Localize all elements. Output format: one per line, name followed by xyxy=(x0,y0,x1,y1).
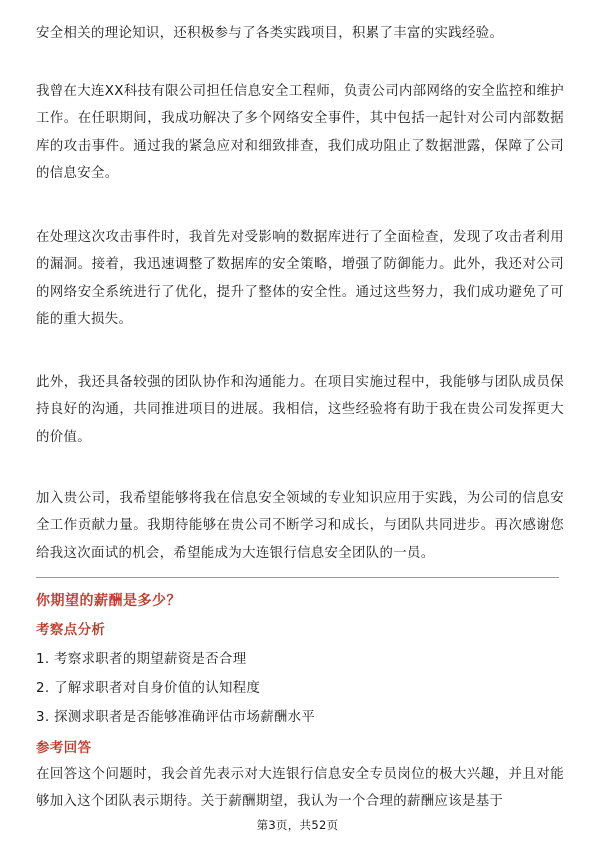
answer-heading: 参考回答 xyxy=(36,741,92,756)
question-title: 你期望的薪酬是多少？ xyxy=(36,593,181,609)
section-divider xyxy=(36,577,559,578)
body-paragraph-3: 在处理这次攻击事件时，我首先对受影响的数据库进行了全面检查，发现了攻击者利用的漏洞。接着，我迅速调整了数据库的安全策略，增强了防御能力。此外，我还对公司的网络安全系统进行了优化，提升了整体的安全性。通过这些努力，我们成功避免了可能的重大损失。 xyxy=(36,230,564,327)
analysis-list xyxy=(36,645,315,732)
answer-paragraph: 在回答这个问题时，我会首先表示对大连银行信息安全专员岗位的极大兴趣，并且对能够加入这个团队表示期待。关于薪酬期望，我认为一个合理的薪酬应该是基于 xyxy=(36,767,564,810)
page-number: 第3页，共52页 xyxy=(256,818,339,832)
body-paragraph-4: 此外，我还具备较强的团队协作和沟通能力。在项目实施过程中，我能够与团队成员保持良好的沟通，共同推进项目的进展。我相信，这些经验将有助于我在贵公司发挥更大的价值。 xyxy=(36,375,564,445)
analysis-item: 2. 了解求职者对自身价值的认知程度 xyxy=(36,681,261,696)
body-paragraph-2: 我曾在大连XX科技有限公司担任信息安全工程师，负责公司内部网络的安全监控和维护工作。在任职期间，我成功解决了多个网络安全事件，其中包括一起针对公司内部数据库的攻击事件。通过我的紧急应对和细致排查，我们成功阻止了数据泄露，保障了公司的信息安全。 xyxy=(36,84,564,181)
body-paragraph-5: 加入贵公司，我希望能够将我在信息安全领域的专业知识应用于实践，为公司的信息安全工作贡献力量。我期待能够在贵公司不断学习和成长，与团队共同进步。再次感谢您给我这次面试的机会，希望能成为大连银行信息安全团队的一员。 xyxy=(36,491,564,561)
analysis-heading: 考察点分析 xyxy=(36,623,106,638)
analysis-item: 3. 探测求职者是否能够准确评估市场薪酬水平 xyxy=(36,710,316,725)
analysis-item: 1. 考察求职者的期望薪资是否合理 xyxy=(36,652,247,667)
body-paragraph-1: 安全相关的理论知识，还积极参与了各类实践项目，积累了丰富的实践经验。 xyxy=(36,26,504,41)
